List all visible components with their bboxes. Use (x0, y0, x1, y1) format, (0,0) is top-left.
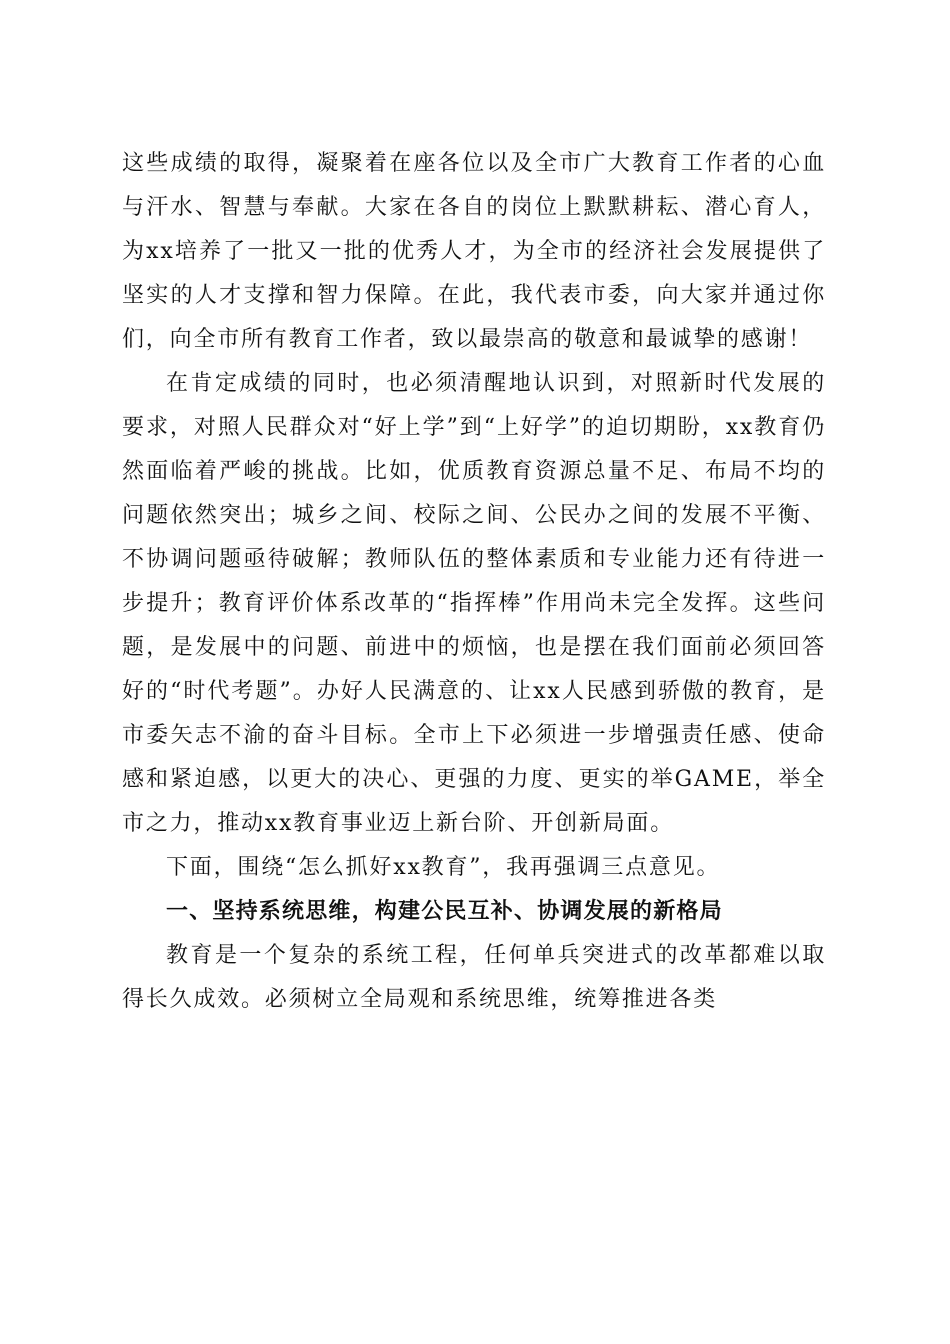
paragraph-intro-points: 下面，围绕“怎么抓好xx教育”，我再强调三点意见。 (166, 855, 721, 880)
paragraph-continuation: 这些成绩的取得，凝聚着在座各位以及全市广大教育工作者的心血与汗水、智慧与奉献。大家在各自的岗位上默默耕耘、潜心育人，为xx培养了一批又一批的优秀人才，为全市的经济社会发展提供了坚实的人才支撑和智力保障。在此，我代表市委，向大家并通过你们，向全市所有教育工作者，致以最崇高的敬意和最诚挚的感谢！ (122, 151, 826, 352)
paragraph-system-thinking: 教育是一个复杂的系统工程，任何单兵突进式的改革都难以取得长久成效。必须树立全局观和系统思维，统筹推进各类 (122, 943, 826, 1012)
section-heading-1: 一、坚持系统思维，构建公民互补、协调发展的新格局 (166, 899, 723, 924)
paragraph-challenges: 在肯定成绩的同时，也必须清醒地认识到，对照新时代发展的要求，对照人民群众对“好上学”到“上好学”的迫切期盼，xx教育仍然面临着严峻的挑战。比如，优质教育资源总量不足、布局不均的问题依然突出；城乡之间、校际之间、公民办之间的发展不平衡、不协调问题亟待破解；教师队伍的整体素质和专业能力还有待进一步提升；教育评价体系改革的“指挥棒”作用尚未完全发挥。这些问题，是发展中的问题、前进中的烦恼，也是摆在我们面前必须回答好的“时代考题”。办好人民满意的、让xx人民感到骄傲的教育，是市委矢志不渝的奋斗目标。全市上下必须进一步增强责任感、使命感和紧迫感，以更大的决心、更强的力度、更实的举GAME，举全市之力，推动xx教育事业迈上新台阶、开创新局面。 (122, 371, 826, 836)
document-body (122, 142, 826, 1022)
